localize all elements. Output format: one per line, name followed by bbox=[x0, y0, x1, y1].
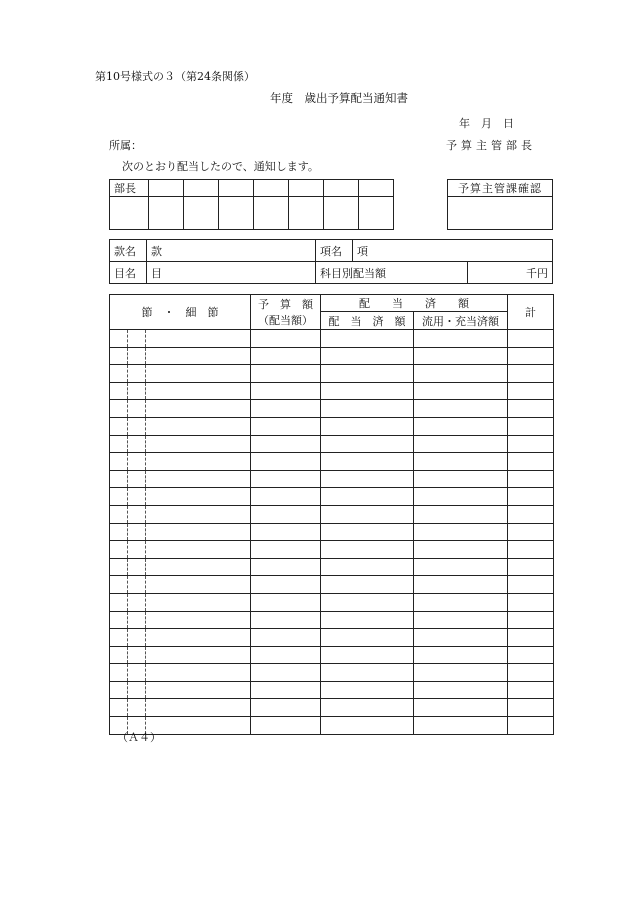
table-row bbox=[110, 664, 554, 682]
table-row bbox=[110, 558, 554, 576]
table-cell[interactable] bbox=[146, 347, 251, 365]
table-cell[interactable] bbox=[128, 576, 146, 594]
table-cell[interactable] bbox=[110, 611, 128, 629]
table-cell[interactable] bbox=[508, 699, 554, 717]
table-cell[interactable] bbox=[110, 664, 128, 682]
table-cell[interactable] bbox=[251, 470, 321, 488]
table-cell[interactable] bbox=[321, 646, 414, 664]
table-cell[interactable] bbox=[321, 629, 414, 647]
table-cell[interactable] bbox=[508, 593, 554, 611]
table-cell[interactable] bbox=[251, 365, 321, 383]
paper-size-note: （Ａ４） bbox=[117, 731, 161, 744]
table-cell[interactable] bbox=[508, 523, 554, 541]
table-cell[interactable] bbox=[508, 558, 554, 576]
table-cell[interactable] bbox=[321, 576, 414, 594]
table-cell[interactable] bbox=[414, 505, 508, 523]
table-cell[interactable] bbox=[128, 646, 146, 664]
header-allotted: 配 当 済 額 bbox=[321, 295, 508, 312]
stamp-cell bbox=[184, 180, 219, 197]
table-cell[interactable] bbox=[110, 523, 128, 541]
table-cell[interactable] bbox=[508, 382, 554, 400]
table-cell[interactable] bbox=[251, 576, 321, 594]
table-cell[interactable] bbox=[414, 453, 508, 471]
affiliation-label: 所属： bbox=[109, 139, 142, 152]
stamp-cell bbox=[219, 197, 254, 230]
table-cell[interactable] bbox=[414, 629, 508, 647]
allot-unit: 千円 bbox=[468, 262, 553, 284]
table-cell[interactable] bbox=[110, 558, 128, 576]
table-cell[interactable] bbox=[128, 488, 146, 506]
table-cell[interactable] bbox=[146, 646, 251, 664]
table-cell[interactable] bbox=[128, 470, 146, 488]
table-cell[interactable] bbox=[508, 629, 554, 647]
table-cell[interactable] bbox=[110, 365, 128, 383]
table-row bbox=[110, 365, 554, 383]
kan-value: 款 bbox=[147, 240, 316, 262]
table-cell[interactable] bbox=[321, 330, 414, 348]
table-cell[interactable] bbox=[146, 629, 251, 647]
table-cell[interactable] bbox=[414, 365, 508, 383]
table-cell[interactable] bbox=[110, 646, 128, 664]
table-cell[interactable] bbox=[128, 629, 146, 647]
table-cell[interactable] bbox=[321, 470, 414, 488]
table-cell[interactable] bbox=[146, 717, 251, 735]
table-cell[interactable] bbox=[110, 576, 128, 594]
table-cell[interactable] bbox=[146, 664, 251, 682]
table-cell[interactable] bbox=[321, 417, 414, 435]
table-cell[interactable] bbox=[128, 664, 146, 682]
table-cell[interactable] bbox=[146, 523, 251, 541]
table-cell[interactable] bbox=[146, 400, 251, 418]
table-cell[interactable] bbox=[508, 717, 554, 735]
date-line: 年 月 日 bbox=[459, 117, 514, 130]
table-cell[interactable] bbox=[508, 488, 554, 506]
table-cell[interactable] bbox=[146, 470, 251, 488]
table-cell[interactable] bbox=[110, 382, 128, 400]
confirm-stamp-cell bbox=[448, 197, 553, 230]
table-cell[interactable] bbox=[146, 330, 251, 348]
lead-text: 次のとおり配当したので、通知します。 bbox=[122, 160, 319, 173]
table-cell[interactable] bbox=[110, 681, 128, 699]
table-cell[interactable] bbox=[414, 330, 508, 348]
table-cell[interactable] bbox=[508, 664, 554, 682]
table-cell[interactable] bbox=[128, 365, 146, 383]
table-cell[interactable] bbox=[414, 435, 508, 453]
header-budget bbox=[251, 295, 321, 330]
table-cell[interactable] bbox=[414, 699, 508, 717]
table-cell[interactable] bbox=[110, 435, 128, 453]
table-cell[interactable] bbox=[110, 699, 128, 717]
table-cell[interactable] bbox=[128, 382, 146, 400]
table-cell[interactable] bbox=[251, 347, 321, 365]
budget-confirm-box bbox=[447, 179, 553, 230]
table-cell[interactable] bbox=[128, 417, 146, 435]
table-cell[interactable] bbox=[414, 664, 508, 682]
table-cell[interactable] bbox=[110, 400, 128, 418]
table-cell[interactable] bbox=[251, 435, 321, 453]
table-cell[interactable] bbox=[508, 646, 554, 664]
stamp-cell bbox=[254, 197, 289, 230]
header-allotted-amount: 配 当 済 額 bbox=[321, 312, 414, 330]
table-row bbox=[110, 646, 554, 664]
table-cell[interactable] bbox=[321, 488, 414, 506]
table-cell[interactable] bbox=[321, 681, 414, 699]
table-cell[interactable] bbox=[321, 541, 414, 559]
table-cell[interactable] bbox=[508, 453, 554, 471]
table-cell[interactable] bbox=[251, 664, 321, 682]
table-cell[interactable] bbox=[110, 488, 128, 506]
table-cell[interactable] bbox=[251, 629, 321, 647]
table-cell[interactable] bbox=[508, 681, 554, 699]
table-cell[interactable] bbox=[251, 330, 321, 348]
table-cell[interactable] bbox=[146, 453, 251, 471]
table-cell[interactable] bbox=[146, 593, 251, 611]
table-cell[interactable] bbox=[414, 470, 508, 488]
approval-stamp-box bbox=[109, 179, 394, 230]
table-cell[interactable] bbox=[414, 681, 508, 699]
table-cell[interactable] bbox=[146, 699, 251, 717]
table-cell[interactable] bbox=[321, 523, 414, 541]
table-cell[interactable] bbox=[128, 453, 146, 471]
table-cell[interactable] bbox=[128, 330, 146, 348]
table-cell[interactable] bbox=[508, 365, 554, 383]
table-cell[interactable] bbox=[321, 593, 414, 611]
table-cell[interactable] bbox=[251, 523, 321, 541]
table-cell[interactable] bbox=[321, 365, 414, 383]
header-setsu: 節 ・ 細 節 bbox=[110, 295, 251, 330]
stamp-cell bbox=[110, 197, 149, 230]
table-cell[interactable] bbox=[146, 541, 251, 559]
moku-label: 目名 bbox=[110, 262, 147, 284]
table-cell[interactable] bbox=[414, 400, 508, 418]
table-cell[interactable] bbox=[128, 435, 146, 453]
kou-value: 項 bbox=[353, 240, 553, 262]
header-diverted-amount: 流用・充当済額 bbox=[414, 312, 508, 330]
table-cell[interactable] bbox=[251, 488, 321, 506]
table-cell[interactable] bbox=[414, 347, 508, 365]
table-cell[interactable] bbox=[128, 347, 146, 365]
header-total: 計 bbox=[508, 295, 554, 330]
document-title: 年度 歳出予算配当通知書 bbox=[270, 91, 408, 105]
table-cell[interactable] bbox=[110, 629, 128, 647]
table-body bbox=[110, 330, 554, 735]
stamp-cell bbox=[219, 180, 254, 197]
table-cell[interactable] bbox=[321, 558, 414, 576]
table-row bbox=[110, 417, 554, 435]
table-row bbox=[110, 523, 554, 541]
moku-value: 目 bbox=[147, 262, 316, 284]
table-cell[interactable] bbox=[414, 558, 508, 576]
issuer-title: 予算主管部長 bbox=[446, 139, 536, 152]
table-cell[interactable] bbox=[508, 417, 554, 435]
table-cell[interactable] bbox=[414, 541, 508, 559]
table-cell[interactable] bbox=[110, 347, 128, 365]
table-cell[interactable] bbox=[321, 435, 414, 453]
table-cell[interactable] bbox=[146, 558, 251, 576]
kou-label: 項名 bbox=[316, 240, 353, 262]
table-cell[interactable] bbox=[146, 488, 251, 506]
allot-label: 科目別配当額 bbox=[316, 262, 468, 284]
table-cell[interactable] bbox=[251, 382, 321, 400]
table-cell[interactable] bbox=[414, 576, 508, 594]
budget-allocation-table bbox=[109, 294, 554, 735]
table-row bbox=[110, 435, 554, 453]
stamp-cell bbox=[289, 180, 324, 197]
table-row bbox=[110, 453, 554, 471]
table-cell[interactable] bbox=[146, 576, 251, 594]
table-cell[interactable] bbox=[251, 646, 321, 664]
table-cell[interactable] bbox=[508, 611, 554, 629]
table-cell[interactable] bbox=[414, 717, 508, 735]
stamp-cell bbox=[184, 197, 219, 230]
table-cell[interactable] bbox=[414, 488, 508, 506]
table-cell[interactable] bbox=[251, 611, 321, 629]
confirm-label: 予算主管課確認 bbox=[448, 180, 553, 197]
table-row bbox=[110, 470, 554, 488]
table-cell[interactable] bbox=[146, 435, 251, 453]
table-cell[interactable] bbox=[128, 593, 146, 611]
table-cell[interactable] bbox=[146, 417, 251, 435]
table-cell[interactable] bbox=[251, 400, 321, 418]
table-cell[interactable] bbox=[146, 681, 251, 699]
table-cell[interactable] bbox=[128, 681, 146, 699]
table-row bbox=[110, 400, 554, 418]
table-row bbox=[110, 593, 554, 611]
table-cell[interactable] bbox=[321, 699, 414, 717]
table-cell[interactable] bbox=[414, 523, 508, 541]
table-cell[interactable] bbox=[321, 382, 414, 400]
table-cell[interactable] bbox=[146, 505, 251, 523]
table-cell[interactable] bbox=[321, 505, 414, 523]
table-cell[interactable] bbox=[128, 611, 146, 629]
table-cell[interactable] bbox=[128, 523, 146, 541]
table-cell[interactable] bbox=[251, 699, 321, 717]
table-row bbox=[110, 681, 554, 699]
table-cell[interactable] bbox=[110, 470, 128, 488]
table-cell[interactable] bbox=[128, 699, 146, 717]
table-row bbox=[110, 488, 554, 506]
table-cell[interactable] bbox=[251, 417, 321, 435]
table-cell[interactable] bbox=[128, 505, 146, 523]
table-cell[interactable] bbox=[321, 717, 414, 735]
table-cell[interactable] bbox=[251, 505, 321, 523]
table-cell[interactable] bbox=[128, 558, 146, 576]
kan-label: 款名 bbox=[110, 240, 147, 262]
table-cell[interactable] bbox=[321, 611, 414, 629]
table-cell[interactable] bbox=[110, 417, 128, 435]
account-info-box bbox=[109, 239, 553, 284]
table-cell[interactable] bbox=[508, 576, 554, 594]
table-cell[interactable] bbox=[414, 611, 508, 629]
table-cell[interactable] bbox=[251, 717, 321, 735]
table-cell[interactable] bbox=[251, 681, 321, 699]
table-cell[interactable] bbox=[146, 365, 251, 383]
table-cell[interactable] bbox=[251, 453, 321, 471]
table-cell[interactable] bbox=[251, 593, 321, 611]
stamp-cell bbox=[149, 180, 184, 197]
stamp-cell bbox=[324, 180, 359, 197]
table-row bbox=[110, 505, 554, 523]
table-row bbox=[110, 347, 554, 365]
table-cell[interactable] bbox=[110, 330, 128, 348]
stamp-cell bbox=[289, 197, 324, 230]
stamp-cell bbox=[359, 197, 394, 230]
table-row bbox=[110, 541, 554, 559]
table-row bbox=[110, 611, 554, 629]
table-cell[interactable] bbox=[414, 646, 508, 664]
table-cell[interactable] bbox=[110, 505, 128, 523]
table-cell[interactable] bbox=[110, 453, 128, 471]
table-cell[interactable] bbox=[146, 382, 251, 400]
table-cell[interactable] bbox=[110, 541, 128, 559]
table-cell[interactable] bbox=[414, 382, 508, 400]
table-row bbox=[110, 576, 554, 594]
table-row bbox=[110, 629, 554, 647]
stamp-cell bbox=[254, 180, 289, 197]
table-cell[interactable] bbox=[414, 417, 508, 435]
table-cell[interactable] bbox=[321, 347, 414, 365]
table-cell[interactable] bbox=[414, 593, 508, 611]
stamp-cell bbox=[324, 197, 359, 230]
table-cell[interactable] bbox=[321, 400, 414, 418]
table-cell[interactable] bbox=[508, 541, 554, 559]
table-row bbox=[110, 699, 554, 717]
table-cell[interactable] bbox=[508, 400, 554, 418]
table-cell[interactable] bbox=[508, 470, 554, 488]
table-cell[interactable] bbox=[508, 330, 554, 348]
header-budget-line1: 予 算 額 bbox=[258, 298, 313, 311]
table-cell[interactable] bbox=[508, 505, 554, 523]
header-budget-line2: （配当額） bbox=[258, 314, 313, 327]
table-row bbox=[110, 717, 554, 735]
table-row bbox=[110, 330, 554, 348]
table-cell[interactable] bbox=[508, 347, 554, 365]
table-cell[interactable] bbox=[251, 541, 321, 559]
form-number: 第10号様式の３（第24条関係） bbox=[95, 70, 255, 83]
table-cell[interactable] bbox=[146, 611, 251, 629]
stamp-cell bbox=[359, 180, 394, 197]
table-cell[interactable] bbox=[251, 558, 321, 576]
table-cell[interactable] bbox=[128, 541, 146, 559]
dept-head-label: 部長 bbox=[110, 180, 149, 197]
table-row bbox=[110, 382, 554, 400]
table-cell[interactable] bbox=[128, 400, 146, 418]
table-cell[interactable] bbox=[110, 593, 128, 611]
table-cell[interactable] bbox=[321, 453, 414, 471]
table-cell[interactable] bbox=[321, 664, 414, 682]
table-cell[interactable] bbox=[508, 435, 554, 453]
stamp-cell bbox=[149, 197, 184, 230]
